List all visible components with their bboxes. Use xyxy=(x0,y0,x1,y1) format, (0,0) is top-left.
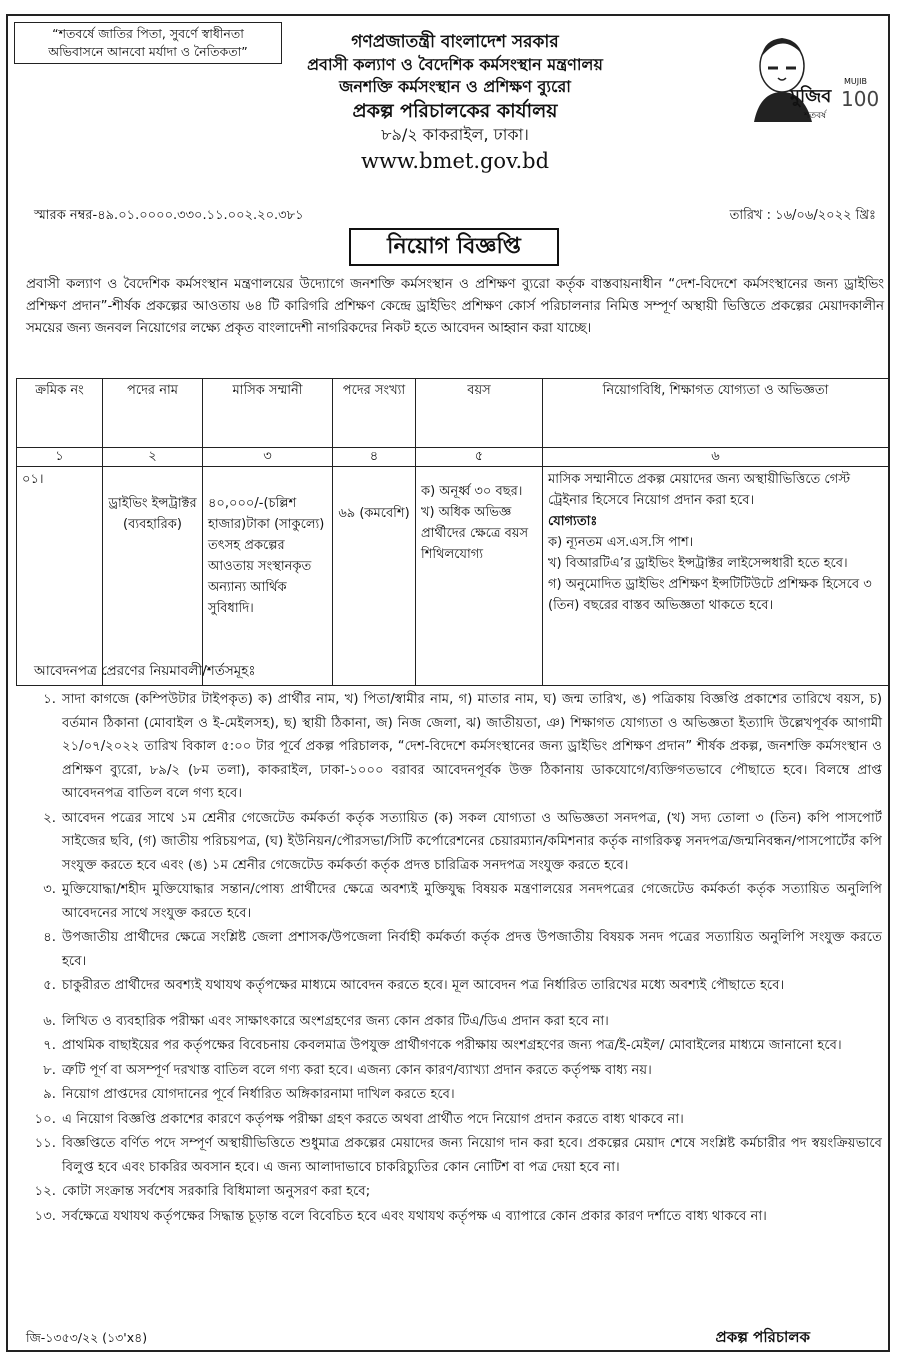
list-item xyxy=(20,1083,882,1107)
rule-text: চাকুরীরত প্রার্থীদের অবশ্যই যথাযথ কর্তৃপক্ষের মাধ্যমে আবেদন করতে হবে। মূল আবেদন পত্র নির্ধারিত তারিখের মধ্যে অবশ্যই পৌছাতে হবে। xyxy=(62,978,785,993)
col-post: পদের নাম xyxy=(103,379,203,448)
intro-paragraph: প্রবাসী কল্যাণ ও বৈদেশিক কর্মসংস্থান মন্ত্রণালয়ের উদ্যোগে জনশক্তি কর্মসংস্থান ও প্রশিক্ষণ ব্যুরো কর্তৃক বাস্তবায়নাধীন “দেশ-বিদেশে কর্মসংস্থানের জন্য ড্রাইভিং প্রশিক্ষণ প্রদান”-শীর্ষক প্রকল্পের আওতায় ৬৪ টি কারিগরি প্রশিক্ষণ কেন্দ্রে ড্রাইভিং প্রশিক্ষণ কোর্স পরিচালনার নিমিত্ত সম্পূর্ণ অস্থায়ী ভিত্তিতে প্রকল্পের মেয়াদকালীন সময়ের জন্য জনবল নিয়োগের লক্ষ্যে প্রকৃত বাংলাদেশী নাগরিকদের নিকট হতে আবেদন আহ্বান করা যাচ্ছে। xyxy=(26,277,884,336)
col-number: ৫ xyxy=(416,448,543,467)
rule-number: ৭. xyxy=(43,1038,56,1053)
cell-post: ড্রাইভিং ইন্সট্রাক্টর (ব্যবহারিক) xyxy=(103,467,203,686)
memo-number: স্মারক নম্বর-৪৯.০১.০০০০.৩৩০.১১.০০২.২০.৩৮১ xyxy=(34,208,304,223)
govt-name: গণপ্রজাতন্ত্রী বাংলাদেশ সরকার xyxy=(351,32,559,52)
rule-text: বিজ্ঞপ্তিতে বর্ণিত পদে সম্পূর্ণ অস্থায়ীভিত্তিতে শুধুমাত্র প্রকল্পের মেয়াদের জন্য নিয়োগ দান করা হবে। প্রকল্পের মেয়াদ শেষে সংশ্লিষ্ট কর্মচারীর পদ স্বয়ংক্রিয়ভাবে বিলুপ্ত হবে এবং চাকরির অবসান হবে। এ জন্য আলাদাভাবে চাকরিচ্যুতির কোন নোটিশ বা পত্র দেয়া হবে না। xyxy=(62,1136,882,1175)
col-serial: ক্রমিক নং xyxy=(17,379,103,448)
list-item xyxy=(20,688,882,806)
list-item xyxy=(20,1132,882,1179)
logo-text-mujib: মুজিব xyxy=(790,86,832,107)
list-item xyxy=(20,974,882,998)
col-number: ১ xyxy=(17,448,103,467)
posts-table xyxy=(16,378,889,686)
cell-qualification xyxy=(543,467,889,686)
rule-number: ১০. xyxy=(34,1111,56,1127)
website-link[interactable]: www.bmet.gov.bd xyxy=(360,149,550,173)
issue-date: তারিখ : ১৬/০৬/২০২২ খ্রিঃ xyxy=(729,208,876,223)
motto-line-2: অভিবাসনে আনবো মর্যাদা ও নৈতিকতা” xyxy=(48,44,248,59)
notice-title: নিয়োগ বিজ্ঞপ্তি xyxy=(349,228,559,266)
rule-text: সাদা কাগজে (কম্পিউটার টাইপকৃত) ক) প্রার্থীর নাম, খ) পিতা/স্বামীর নাম, গ) মাতার নাম, ঘ) জন্ম তারিখ, ঙ) পত্রিকায় বিজ্ঞপ্তি প্রকাশের তারিখে বয়স, চ) বর্তমান ঠিকানা (মোবাইল ও ই-মেইলসহ), ছ) স্থায়ী ঠিকানা, জ) নিজ জেলা, ঝ) জাতীয়তা, ঞ) শিক্ষাগত যোগ্যতা ও অভিজ্ঞতা ইত্যাদি উল্লেখপূর্বক আগামী ২১/০৭/২০২২ তারিখ বিকাল ৫:০০ টার পূর্বে প্রকল্প পরিচালক, “দেশ-বিদেশে কর্মসংস্থানের জন্য ড্রাইভিং প্রশিক্ষণ প্রদান” শীর্ষক প্রকল্প, জনশক্তি কর্মসংস্থান ও প্রশিক্ষণ ব্যুরো, ৮৯/২ (৮ম তলা), কাকরাইল, ঢাকা-১০০০ বরাবর আবেদনপূর্বক উক্ত ঠিকানায় ডাকযোগে/ব্যক্তিগতভাবে পৌছাতে হবে। বিলম্বে প্রাপ্ত আবেদনপত্র বাতিল বলে গণ্য হবে। xyxy=(62,692,882,801)
motto-line-1: “শতবর্ষে জাতির পিতা, সুবর্ণে স্বাধীনতা xyxy=(52,26,244,41)
list-item xyxy=(20,1010,882,1034)
list-item xyxy=(20,1180,882,1204)
rule-number: ৬. xyxy=(43,1013,56,1029)
rule-number: ১৩. xyxy=(34,1208,56,1224)
rule-number: ৩. xyxy=(43,882,56,897)
col-number: ৬ xyxy=(543,448,889,467)
mujib-100-logo xyxy=(740,26,880,122)
rule-text: এ নিয়োগ বিজ্ঞপ্তি প্রকাশের কারণে কর্তৃপক্ষ পরীক্ষা গ্রহণ করতে অথবা প্রার্থীত পদে নিয়োগ প্রদান করতে বাধ্য থাকবে না। xyxy=(62,1111,684,1127)
list-item xyxy=(20,1034,882,1058)
rule-text: নিয়োগ প্রাপ্তদের যোগদানের পূর্বে নির্ধারিত অঙ্গিকারনামা দাখিল করতে হবে। xyxy=(62,1087,455,1102)
logo-text-en: MUJIB xyxy=(844,77,867,86)
list-item xyxy=(20,1205,882,1229)
office-address: ৮৯/২ কাকরাইল, ঢাকা। xyxy=(381,125,529,144)
rule-number: ৫. xyxy=(43,978,56,993)
cell-salary: ৪০,০০০/-(চল্লিশ হাজার)টাকা (সাকুল্যে) তৎসহ প্রকল্পের আওতায় সংস্থানকৃত অন্যান্য আর্থিক সুবিধাদি। xyxy=(203,467,333,686)
rule-text: প্রাথমিক বাছাইয়ের পর কর্তৃপক্ষের বিবেচনায় কেবলমাত্র উপযুক্ত প্রার্থীগণকে পরীক্ষায় অংশগ্রহণের জন্য পত্র/ই-মেইল/ মোবাইলের মাধ্যমে জানানো হবে। xyxy=(62,1038,842,1053)
qual-c: গ) অনুমোদিত ড্রাইভিং প্রশিক্ষণ ইন্সটিটিউটে প্রশিক্ষক হিসেবে ৩ (তিন) বছরের বাস্তব অভিজ্ঞতা থাকতে হবে। xyxy=(548,577,872,613)
col-number: ৪ xyxy=(333,448,416,467)
rule-text: আবেদন পত্রের সাথে ১ম শ্রেনীর গেজেটেড কর্মকর্তা কর্তৃক সত্যায়িত (ক) সকল যোগ্যতা ও অভিজ্ঞতা সনদপত্র, (খ) সদ্য তোলা ৩ (তিন) কপি পাসপোর্ট সাইজের ছবি, (গ) জাতীয় পরিচয়পত্র, (ঘ) ইউনিয়ন/পৌরসভা/সিটি কর্পোরেশনের চেয়ারম্যান/কমিশনার কর্তৃক নাগরিকত্ব সনদপত্র/জন্মনিবন্ধন/পাসপোর্টের কপি সংযুক্ত করতে হবে এবং (ঙ) ১ম শ্রেনীর গেজেটেড কর্মকর্তা কর্তৃক প্রদত্ত চারিত্রিক সনদপত্র সংযুক্ত করতে হবে। xyxy=(62,810,882,873)
qual-a: ক) ন্যূনতম এস.এস.সি পাশ। xyxy=(548,535,694,550)
qual-b: খ) বিআরটিএ’র ড্রাইভিং ইন্সট্রাক্টর লাইসেন্সধারী হতে হবে। xyxy=(548,556,848,571)
office-name: প্রকল্প পরিচালকের কার্যালয় xyxy=(352,100,558,122)
col-number: ৩ xyxy=(203,448,333,467)
qual-intro: মাসিক সম্মানীতে প্রকল্প মেয়াদের জন্য অস্থায়ীভিত্তিতে গেস্ট ট্রেইনার হিসেবে নিয়োগ প্রদান করা হবে। xyxy=(548,472,851,508)
signature-title: প্রকল্প পরিচালক xyxy=(715,1328,810,1346)
rule-number: ১. xyxy=(43,692,56,707)
list-item xyxy=(20,807,882,878)
rule-text: মুক্তিযোদ্ধা/শহীদ মুক্তিযোদ্ধার সন্তান/পোষ্য প্রার্থীদের ক্ষেত্রে অবশ্যই মুক্তিযুদ্ধ বিষয়ক মন্ত্রণালয়ের সনদপত্রের গেজেটেড কর্মকর্তা কর্তৃক সত্যায়িত অনুলিপি আবেদনের সাথে সংযুক্ত করতে হবে। xyxy=(62,882,882,921)
rule-number: ৯. xyxy=(43,1087,56,1102)
rule-text: সর্বক্ষেত্রে যথাযথ কর্তৃপক্ষের সিদ্ধান্ত চূড়ান্ত বলে বিবেচিত হবে এবং যথাযথ কর্তৃপক্ষ এ ব্যাপারে কোন প্রকার কারণ দর্শাতে বাধ্য থাকবে না। xyxy=(62,1208,767,1224)
rule-text: উপজাতীয় প্রার্থীদের ক্ষেত্রে সংশ্লিষ্ট জেলা প্রশাসক/উপজেলা নির্বাহী কর্মকর্তা কর্তৃক প্রদত্ত উপজাতীয় বিষয়ক সনদ পত্রের সত্যায়িত অনুলিপি সংযুক্ত করতে হবে। xyxy=(62,930,882,969)
ministry-name: প্রবাসী কল্যাণ ও বৈদেশিক কর্মসংস্থান মন্ত্রণালয় xyxy=(307,55,603,74)
table-row xyxy=(17,467,889,686)
list-item xyxy=(20,926,882,973)
rule-number: ১২. xyxy=(34,1184,56,1199)
rule-text: লিখিত ও ব্যবহারিক পরীক্ষা এবং সাক্ষাৎকারে অংশগ্রহণের জন্য কোন প্রকার টিএ/ডিএ প্রদান করা হবে না। xyxy=(62,1013,609,1029)
letterhead xyxy=(260,30,650,176)
rules-heading: আবেদনপত্র প্রেরণের নিয়মাবলী/শর্তসমূহঃ xyxy=(34,663,256,679)
qual-heading: যোগ্যতাঃ xyxy=(548,514,598,529)
footer-reference: জি-১৩৫৩/২২ (১৩'x৪) xyxy=(26,1330,148,1345)
rule-text: ত্রুটি পূর্ণ বা অসম্পূর্ণ দরখাস্ত বাতিল বলে গণ্য করা হবে। এজন্য কোন কারণ/ব্যাখ্যা প্রদান করতে কর্তৃপক্ষ বাধ্য নয়। xyxy=(62,1062,652,1078)
cell-age: ক) অনূর্ধ্ব ৩০ বছর। খ) অধিক অভিজ্ঞ প্রার্থীদের ক্ষেত্রে বয়স শিথিলযোগ্য xyxy=(416,467,543,686)
col-qualification: নিয়োগবিধি, শিক্ষাগত যোগ্যতা ও অভিজ্ঞতা xyxy=(543,379,889,448)
list-item xyxy=(20,1059,882,1083)
list-gap xyxy=(20,999,882,1009)
rule-number: ৪. xyxy=(43,930,56,945)
col-number: ২ xyxy=(103,448,203,467)
cell-serial: ০১। xyxy=(17,467,103,686)
list-item xyxy=(20,878,882,925)
table-number-row xyxy=(17,448,889,467)
rule-text: কোটা সংক্রান্ত সর্বশেষ সরকারি বিধিমালা অনুসরণ করা হবে; xyxy=(62,1184,371,1199)
col-count: পদের সংখ্যা xyxy=(333,379,416,448)
bureau-name: জনশক্তি কর্মসংস্থান ও প্রশিক্ষণ ব্যুরো xyxy=(339,77,571,96)
cell-count: ৬৯ (কমবেশি) xyxy=(333,467,416,686)
rules-list xyxy=(20,688,882,1229)
rule-number: ২. xyxy=(43,810,56,826)
list-item xyxy=(20,1108,882,1132)
table-header-row xyxy=(17,379,889,448)
logo-text-shotoborsho: শতবর্ষ xyxy=(804,111,827,121)
rule-number: ১১. xyxy=(34,1136,56,1151)
col-salary: মাসিক সম্মানী xyxy=(203,379,333,448)
col-age: বয়স xyxy=(416,379,543,448)
logo-number: 100 xyxy=(841,87,880,111)
rule-number: ৮. xyxy=(43,1062,56,1078)
motto-box xyxy=(14,22,282,64)
